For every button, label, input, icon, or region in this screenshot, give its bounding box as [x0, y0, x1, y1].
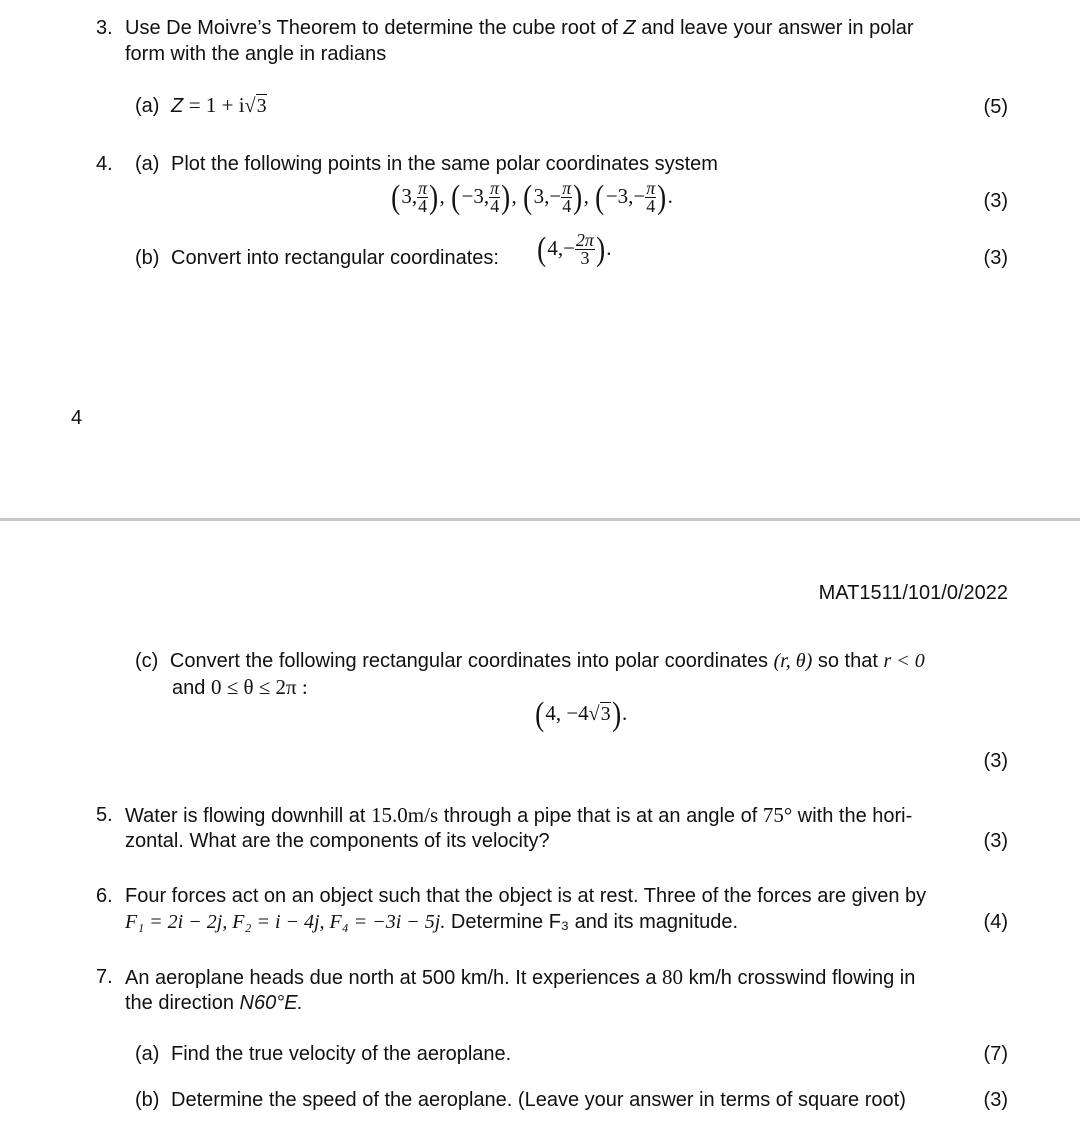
- q4b: [135, 245, 499, 271]
- q4b-text: Convert into rectangular coordinates:: [171, 247, 499, 269]
- page-divider: [0, 518, 1080, 521]
- q5-speed: 15.0m/s: [371, 803, 439, 827]
- q7-number: 7.: [96, 966, 113, 988]
- q4c-line1: [135, 648, 925, 674]
- point4-angle: $\frac{\pi}{4}$: [646, 178, 656, 216]
- point2-angle: $\frac{\pi}{4}$: [490, 178, 500, 216]
- q3a: [135, 92, 267, 119]
- q4c-label: (c): [135, 650, 159, 672]
- point3-r: 3,: [533, 183, 550, 208]
- q3a-expr: = 1 + i: [188, 93, 245, 117]
- q4c-x: 4, −4: [545, 701, 589, 725]
- q5-marks: (3): [983, 830, 1008, 852]
- q6-line2: [125, 909, 738, 935]
- q4c-point: (4, −4√3).: [535, 695, 628, 733]
- q4a-points: (3, $\frac{\pi}{4}$ ), (−3, $\frac{\pi}{4}$ ), (3,− $\frac{\pi}{4}$ ), (−3,− $\frac{\pi}{4}$ ).: [391, 178, 673, 216]
- q4c-text-a: Convert the following rectangular coordinates into polar coordinates: [169, 650, 769, 672]
- q5-line2: zontal. What are the components of its velocity?: [125, 830, 550, 852]
- q5-text-b: through a pipe that is at an angle of: [443, 805, 758, 827]
- q3a-sqrt: √3: [244, 95, 267, 117]
- q4b-point: (4,− $\frac{2\pi}{3}$ ).: [537, 230, 612, 268]
- q6-marks: (4): [983, 911, 1008, 933]
- q7-direction: N60°E.: [239, 992, 304, 1014]
- point2-r: −3,: [461, 183, 490, 208]
- q7-wind: 80: [662, 965, 684, 989]
- q7-text-b: km/h crosswind flowing in: [688, 967, 916, 989]
- q4c-pair: (r, θ): [773, 650, 813, 672]
- q4c-text-b: so that: [817, 650, 878, 672]
- q7b-text: Determine the speed of the aeroplane. (Leave your answer in terms of square root): [171, 1089, 906, 1111]
- point4-r: −3,: [605, 183, 634, 208]
- q7a-text: Find the true velocity of the aeroplane.: [171, 1043, 512, 1065]
- q4a-text: Plot the following points in the same polar coordinates system: [171, 153, 718, 175]
- q5-line1: [125, 802, 912, 829]
- q4a-label: (a): [135, 153, 160, 175]
- q7b: [135, 1087, 906, 1113]
- q4c-range: 0 ≤ θ ≤ 2π :: [210, 675, 308, 699]
- q3a-label: (a): [135, 95, 160, 117]
- q3-text-b: and leave your answer in polar: [641, 17, 914, 39]
- q3-number: 3.: [96, 17, 113, 39]
- q7b-marks: (3): [983, 1089, 1008, 1111]
- q4b-angle: $\frac{2\pi}{3}$: [575, 230, 594, 268]
- q4a-marks: (3): [983, 190, 1008, 212]
- q4c-text-c: and: [172, 677, 206, 699]
- q7-line1: [125, 964, 915, 991]
- q6-line1: Four forces act on an object such that the object is at rest. Three of the forces are given by: [125, 885, 927, 907]
- q3a-sqrt-arg: 3: [256, 95, 267, 117]
- q4b-sign: −: [563, 235, 575, 260]
- point3-angle: $\frac{\pi}{4}$: [562, 178, 572, 216]
- q7a-label: (a): [135, 1043, 160, 1065]
- q4c-line2: [172, 674, 308, 701]
- point1-r: 3,: [401, 183, 418, 208]
- q4b-r: 4,: [547, 235, 564, 260]
- q4-number: 4.: [96, 153, 113, 175]
- q7b-label: (b): [135, 1089, 160, 1111]
- q4c-cond: r < 0: [883, 650, 925, 672]
- q3-text-line2: form with the angle in radians: [125, 43, 387, 65]
- q7a-marks: (7): [983, 1043, 1008, 1065]
- q3-text-a: Use De Moivre’s Theorem to determine the cube root of: [125, 17, 618, 39]
- q4a: [135, 151, 718, 177]
- q4b-marks: (3): [983, 247, 1008, 269]
- q5-text-c: with the hori-: [797, 805, 913, 827]
- q3a-z: Z: [171, 95, 184, 117]
- q7-text-a: An aeroplane heads due north at 500 km/h. It experiences a: [125, 967, 657, 989]
- q5-angle: 75°: [762, 803, 793, 827]
- q7-line2: [125, 990, 303, 1016]
- q3-z: Z: [623, 17, 636, 39]
- q4c-marks: (3): [983, 750, 1008, 772]
- course-code: MAT1511/101/0/2022: [818, 582, 1008, 604]
- q4c-sqrt: √3: [588, 703, 611, 725]
- q3a-marks: (5): [983, 96, 1008, 118]
- q3-text-line1: [125, 15, 914, 41]
- point1-angle: $\frac{\pi}{4}$: [418, 178, 428, 216]
- q4b-label: (b): [135, 247, 160, 269]
- q5-number: 5.: [96, 804, 113, 826]
- q6-forces: F₁ = 2i − 2j, F₂ = i − 4j, F₄ = −3i − 5j.: [125, 911, 446, 933]
- q7a: [135, 1041, 511, 1067]
- q5-text-a: Water is flowing downhill at: [125, 805, 366, 827]
- q6-text-b: Determine F₃ and its magnitude.: [450, 911, 739, 933]
- q6-number: 6.: [96, 885, 113, 907]
- page-number: 4: [71, 407, 83, 429]
- q7-text-c: the direction: [125, 992, 234, 1014]
